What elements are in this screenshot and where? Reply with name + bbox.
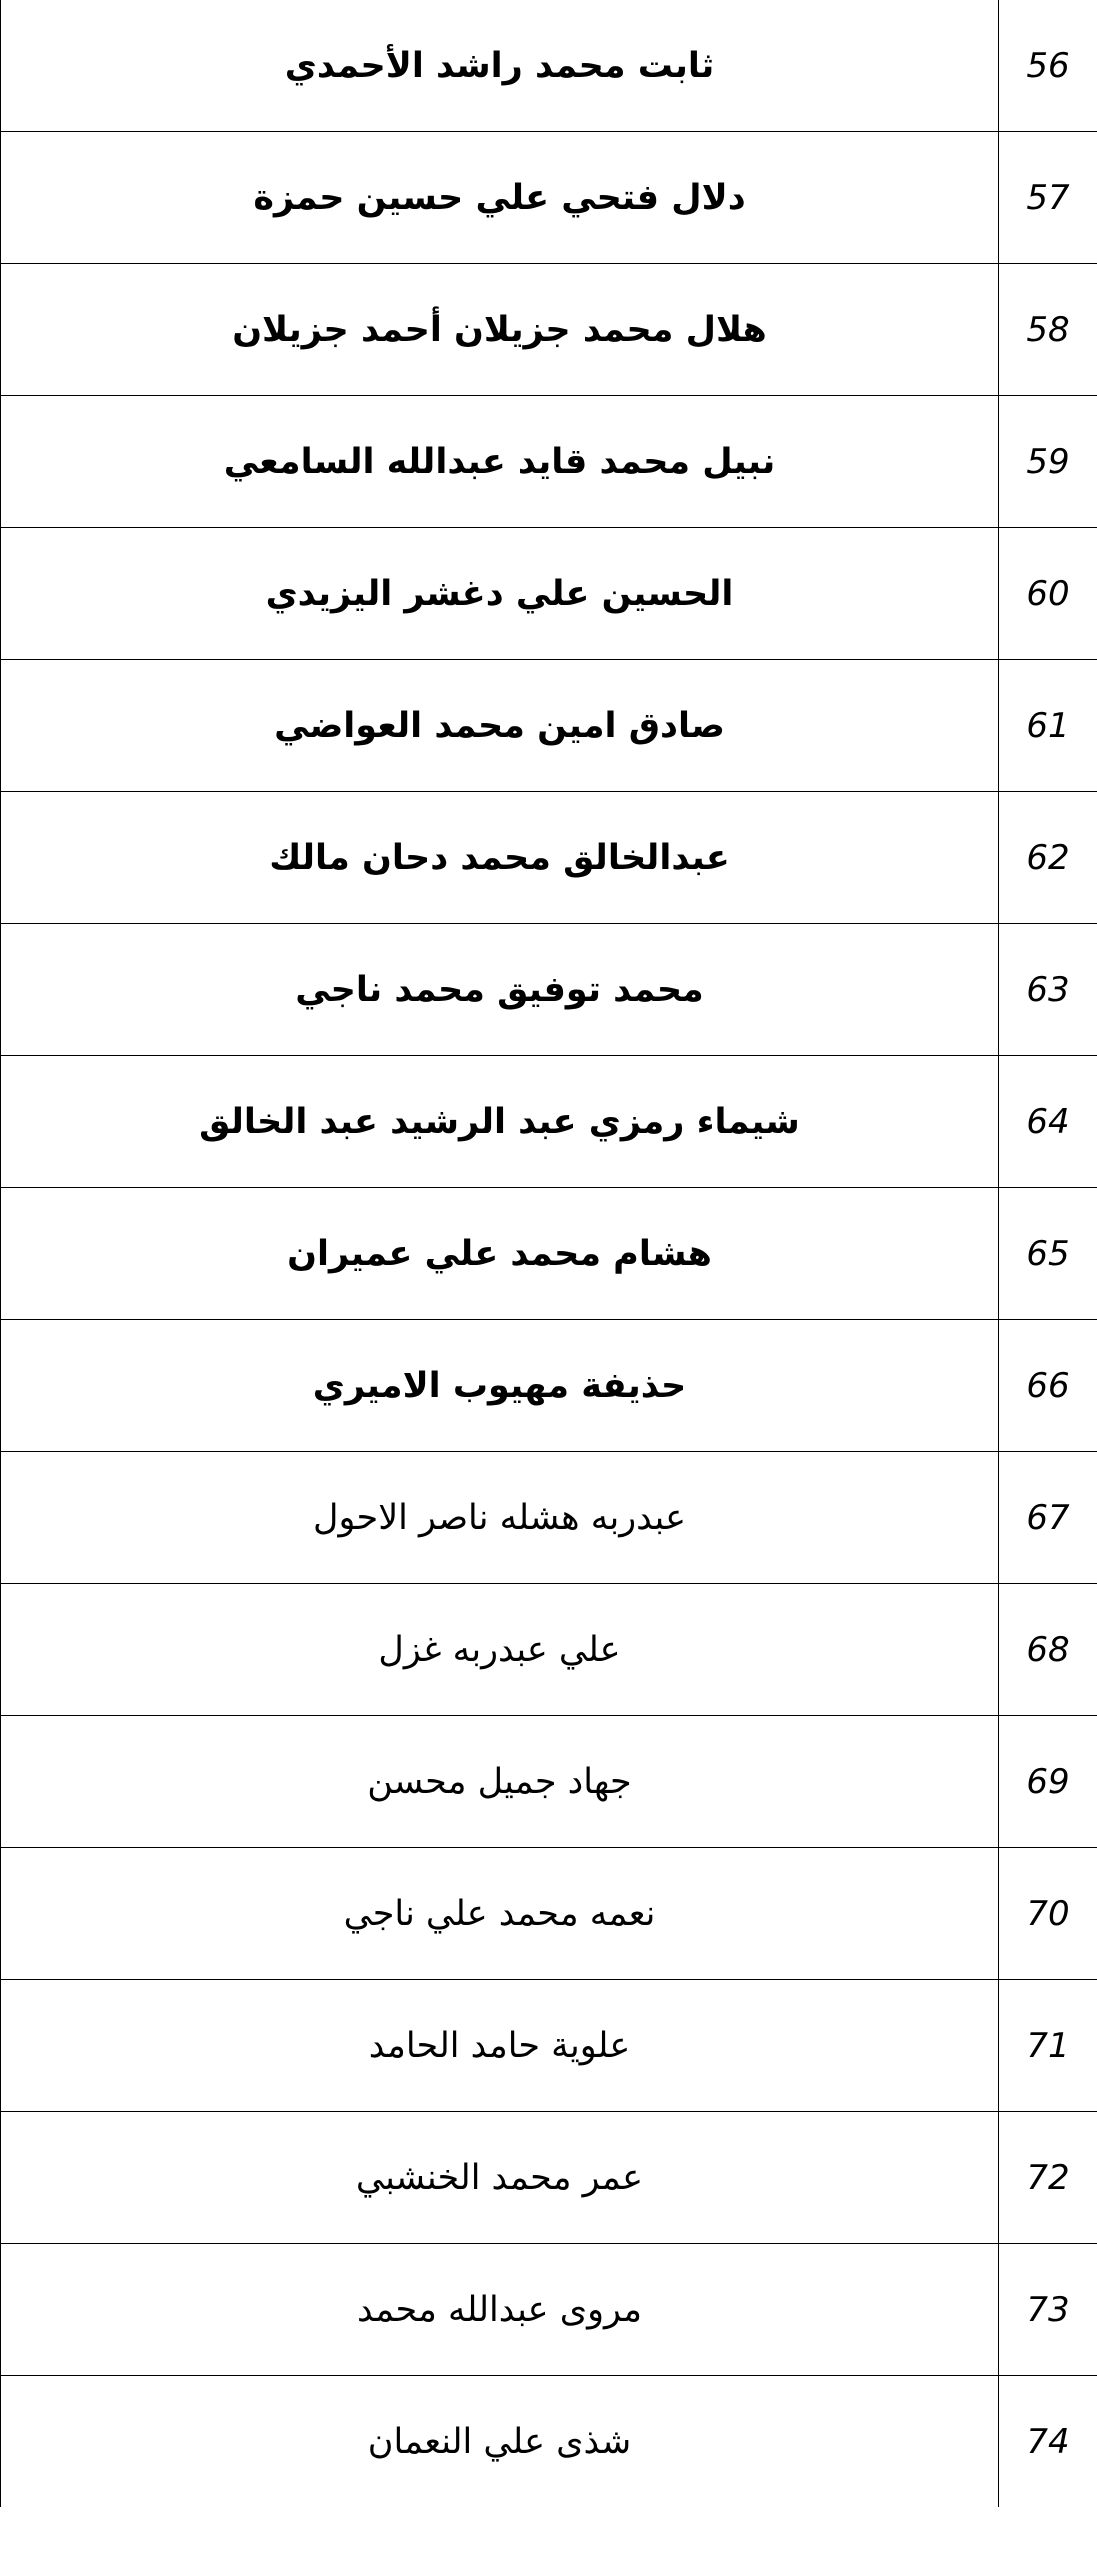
number-cell: 64 (999, 1056, 1097, 1188)
number-cell: 66 (999, 1320, 1097, 1452)
name-cell: هشام محمد علي عميران (1, 1188, 999, 1320)
name-cell: حذيفة مهيوب الاميري (1, 1320, 999, 1452)
table-row (1, 1056, 1097, 1188)
number-cell: 59 (999, 396, 1097, 528)
name-cell: جهاد جميل محسن (1, 1716, 999, 1848)
table-row (1, 132, 1097, 264)
table-row (1, 528, 1097, 660)
table-row (1, 1320, 1097, 1452)
table-row (1, 1452, 1097, 1584)
table-row (1, 1848, 1097, 1980)
table-row (1, 924, 1097, 1056)
number-cell: 68 (999, 1584, 1097, 1716)
number-cell: 60 (999, 528, 1097, 660)
table-row (1, 1716, 1097, 1848)
name-cell: عمر محمد الخنشبي (1, 2112, 999, 2244)
name-cell: ثابت محمد راشد الأحمدي (1, 0, 999, 132)
number-cell: 65 (999, 1188, 1097, 1320)
table-row (1, 0, 1097, 132)
name-cell: نبيل محمد قايد عبدالله السامعي (1, 396, 999, 528)
name-cell: محمد توفيق محمد ناجي (1, 924, 999, 1056)
number-cell: 69 (999, 1716, 1097, 1848)
name-cell: علوية حامد الحامد (1, 1980, 999, 2112)
number-cell: 63 (999, 924, 1097, 1056)
table-row (1, 2244, 1097, 2376)
number-cell: 72 (999, 2112, 1097, 2244)
table-row (1, 2376, 1097, 2508)
number-cell: 74 (999, 2376, 1097, 2508)
table-row (1, 1188, 1097, 1320)
name-cell: عبدربه هشله ناصر الاحول (1, 1452, 999, 1584)
number-cell: 73 (999, 2244, 1097, 2376)
name-cell: عبدالخالق محمد دحان مالك (1, 792, 999, 924)
table-row (1, 792, 1097, 924)
number-cell: 71 (999, 1980, 1097, 2112)
name-cell: شذى علي النعمان (1, 2376, 999, 2508)
table-row (1, 396, 1097, 528)
name-cell: صادق امين محمد العواضي (1, 660, 999, 792)
name-cell: مروى عبدالله محمد (1, 2244, 999, 2376)
name-cell: علي عبدربه غزل (1, 1584, 999, 1716)
number-cell: 57 (999, 132, 1097, 264)
table-row (1, 1980, 1097, 2112)
table-row (1, 1584, 1097, 1716)
table-row (1, 660, 1097, 792)
name-cell: شيماء رمزي عبد الرشيد عبد الخالق (1, 1056, 999, 1188)
number-cell: 62 (999, 792, 1097, 924)
number-cell: 67 (999, 1452, 1097, 1584)
number-cell: 58 (999, 264, 1097, 396)
table-row (1, 264, 1097, 396)
name-cell: نعمه محمد علي ناجي (1, 1848, 999, 1980)
table-row (1, 2112, 1097, 2244)
name-cell: الحسين علي دغشر اليزيدي (1, 528, 999, 660)
number-cell: 70 (999, 1848, 1097, 1980)
number-cell: 61 (999, 660, 1097, 792)
name-cell: دلال فتحي علي حسين حمزة (1, 132, 999, 264)
number-cell: 56 (999, 0, 1097, 132)
name-cell: هلال محمد جزيلان أحمد جزيلان (1, 264, 999, 396)
